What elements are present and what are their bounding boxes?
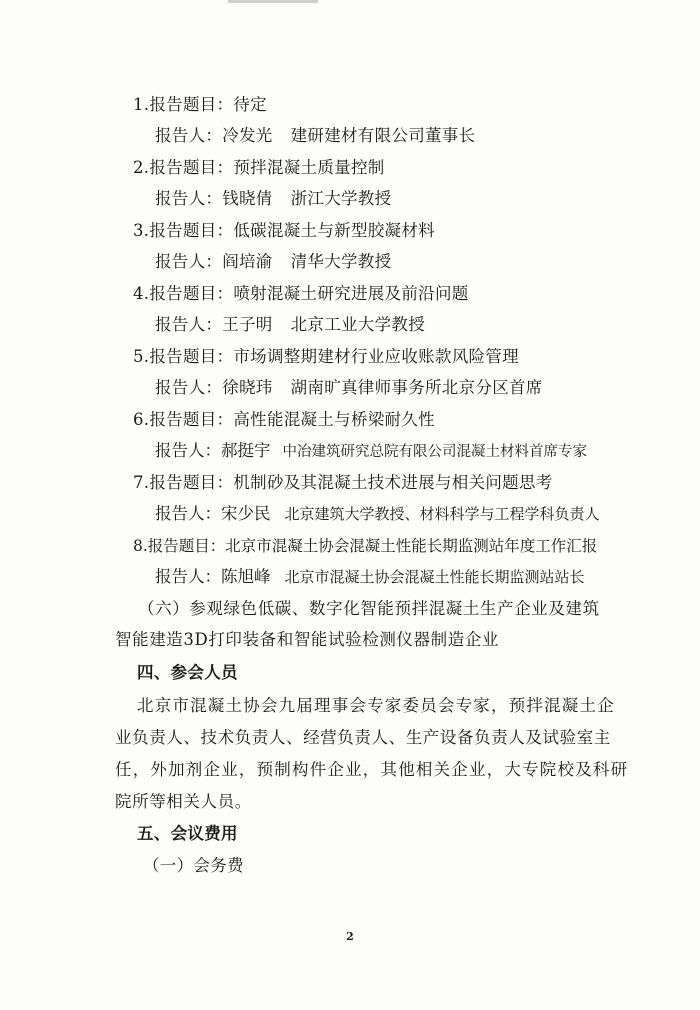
report-speaker-2 — [155, 188, 391, 210]
report-title-7: 7.报告题目：机制砂及其混凝土技术进展与相关问题思考 — [133, 473, 553, 492]
participants-line-4: 院所等相关人员。 — [115, 792, 252, 811]
participants-line-2: 业负责人、技术负责人、经营负责人、生产设备负责人及试验室主 — [115, 728, 611, 747]
speaker-name: 报告人：冷发光 — [155, 126, 273, 145]
report-title-5: 5.报告题目：市场调整期建材行业应收账款风险管理 — [133, 347, 519, 366]
report-title-1: 1.报告题目：待定 — [133, 95, 267, 114]
section-heading-fees: 五、会议费用 — [137, 824, 238, 843]
report-speaker-7 — [155, 503, 600, 525]
page-number: 2 — [346, 930, 354, 943]
scan-artifact — [228, 0, 318, 3]
report-speaker-4 — [155, 314, 425, 336]
speaker-name: 报告人：陈旭峰 — [155, 567, 271, 586]
speaker-affiliation: 北京市混凝土协会混凝土性能长期监测站站长 — [284, 568, 585, 586]
report-title-4: 4.报告题目：喷射混凝土研究进展及前沿问题 — [133, 284, 469, 303]
report-speaker-1 — [155, 125, 475, 147]
report-speaker-8 — [155, 566, 585, 588]
report-title-6: 6.报告题目：高性能混凝土与桥梁耐久性 — [133, 410, 435, 429]
visit-line-2: 智能建造3D打印装备和智能试验检测仪器制造企业 — [115, 630, 500, 649]
speaker-name: 报告人：王子明 — [155, 315, 273, 334]
report-speaker-5 — [155, 377, 543, 399]
speaker-affiliation: 浙江大学教授 — [290, 189, 392, 208]
speaker-affiliation: 北京工业大学教授 — [290, 315, 426, 334]
speaker-affiliation: 北京建筑大学教授、材料科学与工程学科负责人 — [284, 505, 600, 523]
report-speaker-6 — [155, 440, 587, 463]
speaker-name: 报告人：郝挺宇 — [155, 441, 271, 460]
speaker-affiliation: 中冶建筑研究总院有限公司混凝土材料首席专家 — [282, 444, 587, 460]
speaker-name: 报告人：宋少民 — [155, 504, 271, 523]
speaker-name: 报告人：阎培渝 — [155, 252, 273, 271]
participants-line-1: 北京市混凝土协会九届理事会专家委员会专家，预拌混凝土企 — [137, 696, 615, 715]
section-heading-participants: 四、参会人员 — [137, 663, 238, 682]
visit-line-1: （六）参观绿色低碳、数字化智能预拌混凝土生产企业及建筑 — [138, 599, 600, 618]
report-speaker-3 — [155, 251, 391, 273]
speaker-name: 报告人：徐晓玮 — [155, 378, 273, 397]
report-title-8: 8.报告题目：北京市混凝土协会混凝土性能长期监测站年度工作汇报 — [133, 537, 598, 555]
participants-line-3: 任，外加剂企业，预制构件企业，其他相关企业，大专院校及科研 — [115, 760, 629, 779]
fees-subsection-1: （一）会务费 — [143, 856, 244, 875]
report-title-3: 3.报告题目：低碳混凝土与新型胶凝材料 — [133, 221, 435, 240]
speaker-affiliation: 湖南旷真律师事务所北京分区首席 — [290, 378, 543, 397]
speaker-affiliation: 建研建材有限公司董事长 — [290, 126, 476, 145]
speaker-affiliation: 清华大学教授 — [290, 252, 392, 271]
report-title-2: 2.报告题目：预拌混凝土质量控制 — [133, 158, 385, 177]
speaker-name: 报告人：钱晓倩 — [155, 189, 273, 208]
